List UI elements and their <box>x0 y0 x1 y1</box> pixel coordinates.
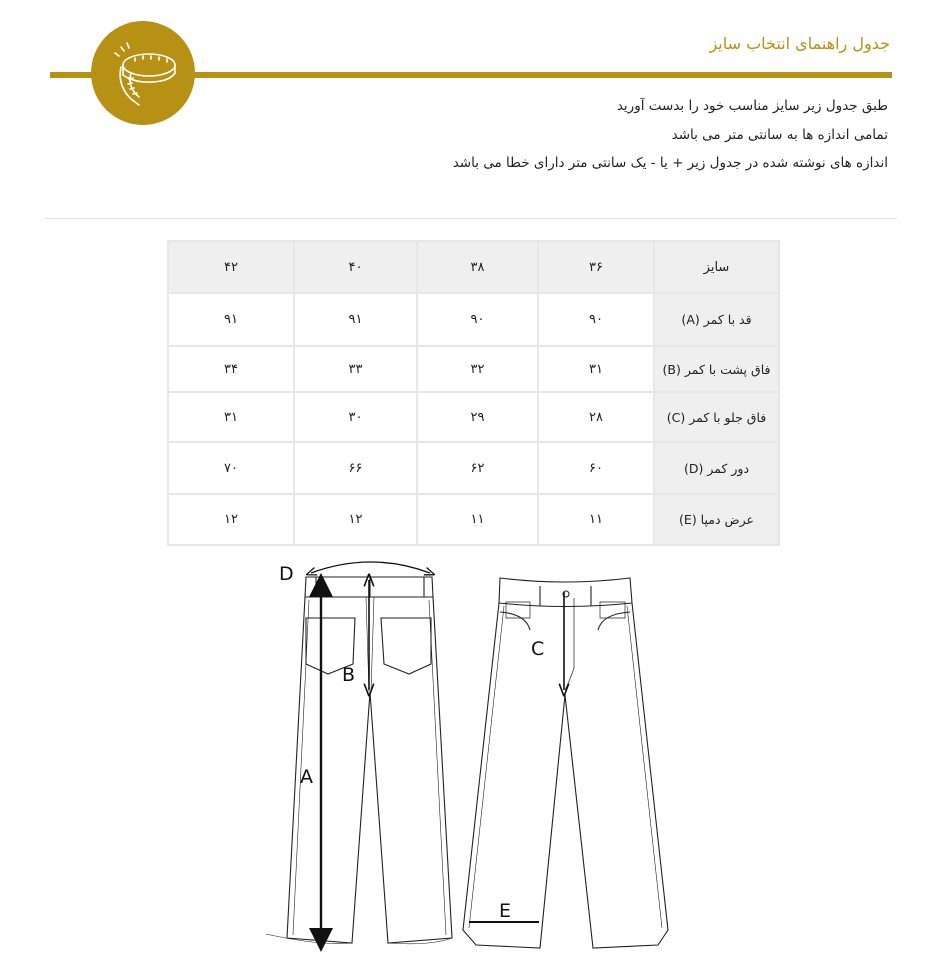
header-cell: ۳۶ <box>538 241 654 293</box>
measuring-tape-icon <box>91 21 195 125</box>
table-cell: ۹۰ <box>417 293 538 346</box>
table-cell: ۱۱ <box>417 494 538 545</box>
table-cell: ۳۰ <box>294 392 417 442</box>
label-e: E <box>499 900 512 922</box>
table-cell: ۳۴ <box>168 346 294 392</box>
table-cell: ۳۱ <box>538 346 654 392</box>
table-row <box>168 346 779 392</box>
label-c: C <box>531 638 545 660</box>
header-cell: ۳۸ <box>417 241 538 293</box>
table-cell: ۳۳ <box>294 346 417 392</box>
measurement-arrows <box>311 562 564 940</box>
header-cell: سایز <box>654 241 779 293</box>
table-cell: ۷۰ <box>168 442 294 494</box>
table-row <box>168 442 779 494</box>
page-title: جدول راهنمای انتخاب سایز <box>709 34 890 53</box>
table-cell: ۶۲ <box>417 442 538 494</box>
row-label: قد با کمر (A) <box>654 293 779 346</box>
table-cell: ۲۹ <box>417 392 538 442</box>
header-cell: ۴۲ <box>168 241 294 293</box>
table-cell: ۱۲ <box>294 494 417 545</box>
row-label: عرض دمپا (E) <box>654 494 779 545</box>
jeans-back-view <box>266 577 452 944</box>
table-cell: ۹۰ <box>538 293 654 346</box>
note-line: طبق جدول زیر سایز مناسب خود را بدست آورید <box>616 98 888 114</box>
section-divider <box>45 218 897 219</box>
table-cell: ۲۸ <box>538 392 654 442</box>
table-cell: ۳۱ <box>168 392 294 442</box>
size-table <box>167 240 780 546</box>
label-d: D <box>279 563 294 585</box>
note-line: اندازه های نوشته شده در جدول زیر + یا - یک سانتی متر دارای خطا می باشد <box>452 155 888 171</box>
table-cell: ۱۱ <box>538 494 654 545</box>
notes-list <box>328 92 888 178</box>
note-line: تمامی اندازه ها به سانتی متر می باشد <box>671 126 888 143</box>
row-label: دور کمر (D) <box>654 442 779 494</box>
table-cell: ۶۰ <box>538 442 654 494</box>
table-cell: ۹۱ <box>168 293 294 346</box>
label-a: A <box>300 766 313 788</box>
table-cell: ۶۶ <box>294 442 417 494</box>
row-label: فاق جلو با کمر (C) <box>654 392 779 442</box>
header-cell: ۴۰ <box>294 241 417 293</box>
table-row <box>168 392 779 442</box>
table-cell: ۳۲ <box>417 346 538 392</box>
label-b: B <box>342 664 356 686</box>
table-row <box>168 293 779 346</box>
jeans-measurement-diagram <box>0 545 942 971</box>
table-row <box>168 494 779 545</box>
table-cell: ۹۱ <box>294 293 417 346</box>
table-header-row <box>168 241 779 293</box>
row-label: فاق پشت با کمر (B) <box>654 346 779 392</box>
table-cell: ۱۲ <box>168 494 294 545</box>
jeans-front-view <box>463 578 668 948</box>
